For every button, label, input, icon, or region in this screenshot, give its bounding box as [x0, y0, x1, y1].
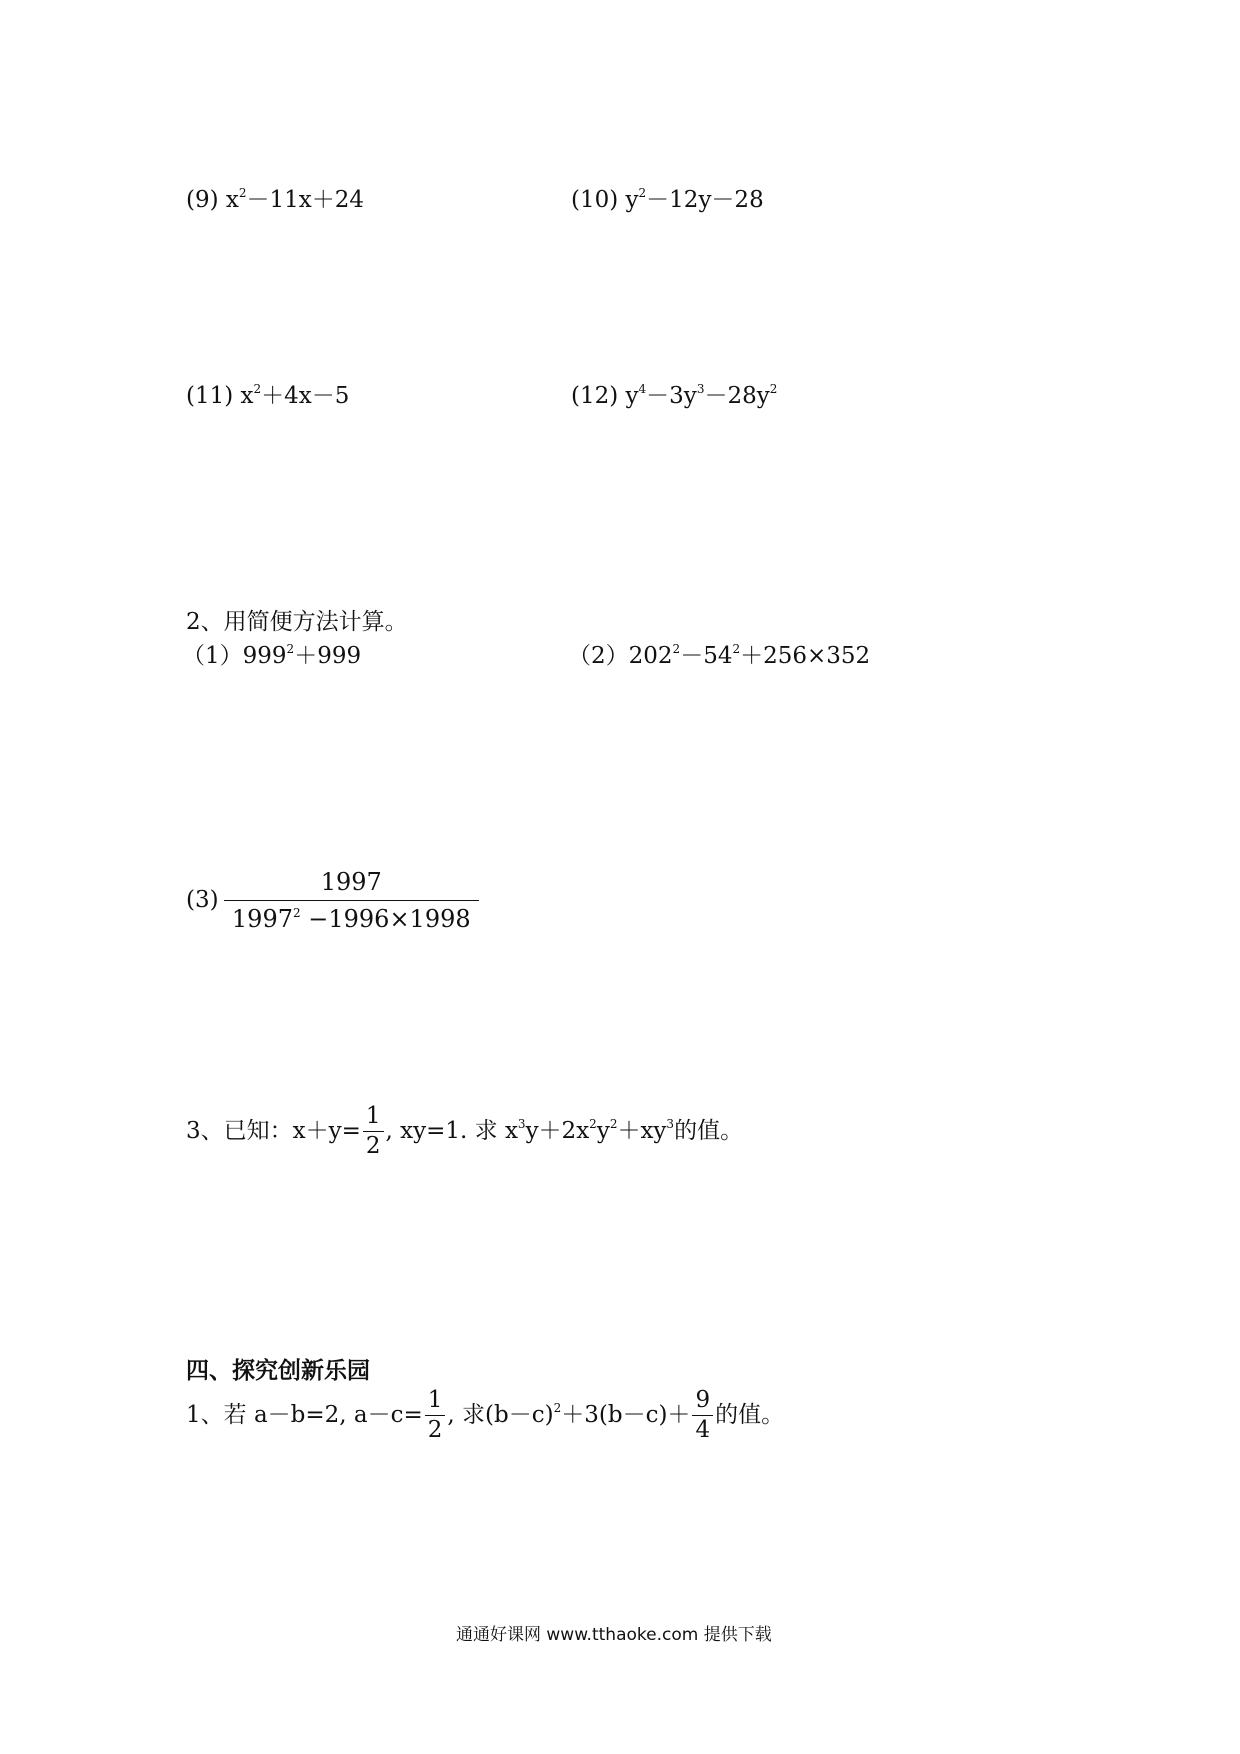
fraction: [363, 1105, 384, 1158]
fraction-numerator: 9: [692, 1389, 713, 1416]
fraction-numerator: 1: [363, 1105, 384, 1132]
problem-9: (9) $x^2-11x+24$: [186, 186, 365, 213]
problem-3: 3、已知：x＋y= $\frac{1}{2}$ , xy=1. 求 $x^3y+2x^2y^2+xy^3$的值。: [186, 1103, 744, 1159]
fraction-denominator: 4: [695, 1417, 711, 1443]
section-2-title: 2、用简便方法计算。: [186, 609, 408, 635]
problem-2-2: $(2)202^2-54^2+256\times 352$: [568, 642, 871, 669]
problem-label: (3): [186, 887, 219, 913]
problem-10: (10) $y^2-12y-28$: [571, 186, 764, 213]
fraction: [425, 1389, 446, 1442]
fraction-numerator: 1997: [224, 870, 479, 901]
problem-label: (10): [571, 187, 619, 213]
fraction-numerator: 1: [425, 1389, 446, 1416]
fraction: [692, 1389, 713, 1442]
fraction-denominator: 2: [427, 1417, 443, 1443]
page-footer: 通通好课网 www.tthaoke.com 提供下载: [456, 1625, 772, 1645]
problem-2-3: [186, 870, 477, 931]
problem-2-1: $(1)999^2+999$: [182, 642, 362, 669]
fraction-denominator: $1997^2 -1996\times 1998$: [231, 905, 471, 933]
fraction: [228, 870, 475, 931]
problem-label: （1）: [182, 643, 243, 669]
section-4-heading: 四、探究创新乐园: [186, 1358, 370, 1384]
problem-4-1: 1、若 a－b=2, a－c= $\frac{1}{2}$ , 求$(b-c)^2+3(b-c)+$ $\frac{9}{4}$ 的值。: [186, 1387, 785, 1443]
problem-11: (11) $x^2+4x-5$: [186, 382, 350, 409]
problem-label: (9): [186, 187, 219, 213]
problem-12: (12) $y^4-3y^3-28y^2$: [571, 382, 778, 409]
problem-label: （2）: [568, 643, 629, 669]
problem-label: (11): [186, 383, 234, 409]
fraction-denominator: 2: [365, 1133, 381, 1159]
problem-label: (12): [571, 383, 619, 409]
